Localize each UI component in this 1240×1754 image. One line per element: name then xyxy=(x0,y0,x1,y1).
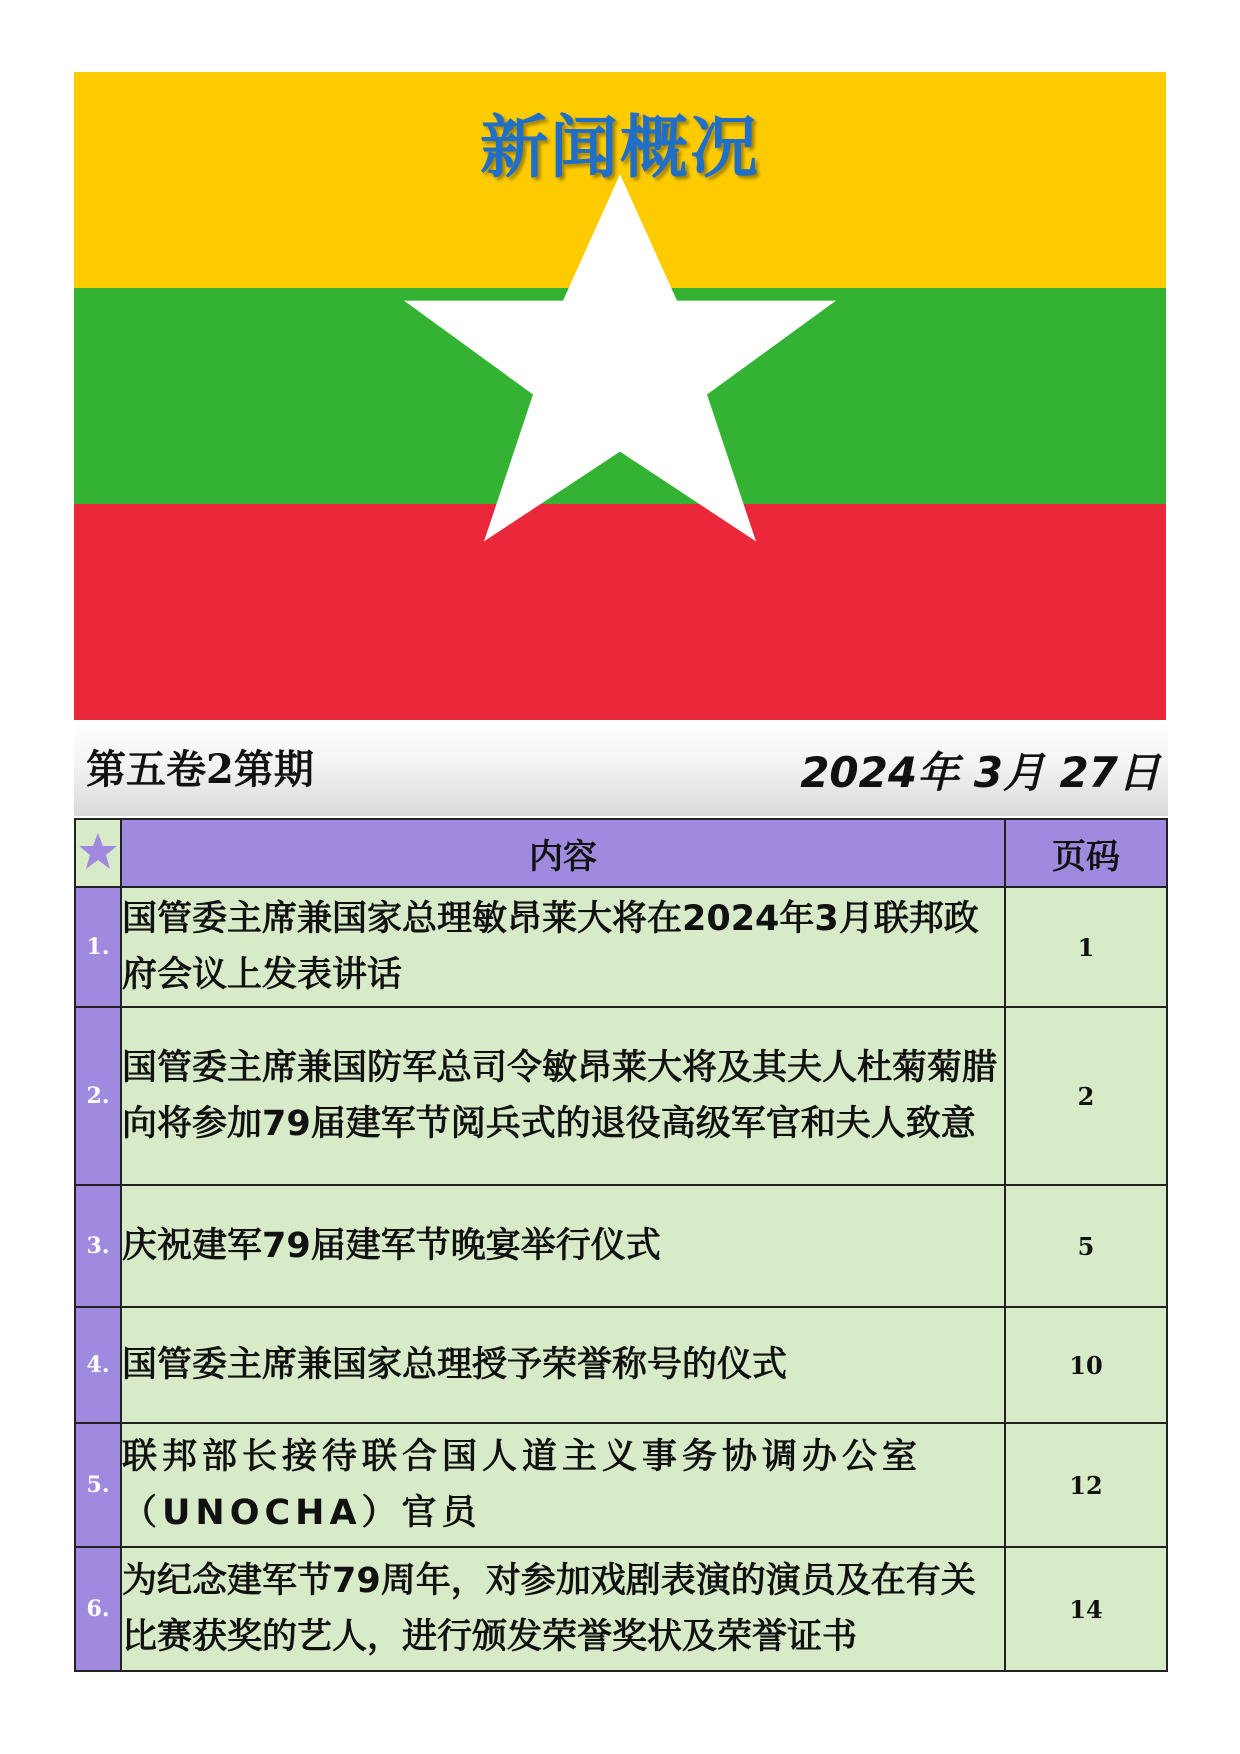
toc-row-title: 联邦部长接待联合国人道主义事务协调办公室（UNOCHA）官员 xyxy=(121,1423,1005,1547)
toc-row-page: 1 xyxy=(1005,887,1167,1007)
myanmar-flag xyxy=(74,72,1166,720)
toc-header-row xyxy=(75,819,1167,887)
toc-row-title: 国管委主席兼国家总理敏昂莱大将在2024年3月联邦政府会议上发表讲话 xyxy=(121,887,1005,1007)
toc-header-page: 页码 xyxy=(1005,819,1167,887)
toc-row xyxy=(75,1185,1167,1307)
issue-date: 2024年 3月 27日 xyxy=(800,748,1160,797)
toc-row-number: 2. xyxy=(75,1007,121,1185)
toc-row-number: 5. xyxy=(75,1423,121,1547)
toc-row-page: 10 xyxy=(1005,1307,1167,1423)
toc-row-number: 1. xyxy=(75,887,121,1007)
toc-row-page: 14 xyxy=(1005,1547,1167,1671)
toc-row xyxy=(75,1423,1167,1547)
toc-row-title: 国管委主席兼国家总理授予荣誉称号的仪式 xyxy=(121,1307,1005,1423)
toc-row-title: 为纪念建军节79周年，对参加戏剧表演的演员及在有关比赛获奖的艺人，进行颁发荣誉奖状及荣誉证书 xyxy=(121,1547,1005,1671)
toc-row xyxy=(75,1307,1167,1423)
toc-row-number: 4. xyxy=(75,1307,121,1423)
toc-row-number: 3. xyxy=(75,1185,121,1307)
toc-row-title: 庆祝建军79届建军节晚宴举行仪式 xyxy=(121,1185,1005,1307)
toc-header-content: 内容 xyxy=(121,819,1005,887)
toc-row xyxy=(75,1007,1167,1185)
star-icon xyxy=(78,831,118,871)
issue-label: 第五卷2第期 xyxy=(86,746,314,793)
toc-row xyxy=(75,887,1167,1007)
toc-row-page: 12 xyxy=(1005,1423,1167,1547)
toc-row-page: 2 xyxy=(1005,1007,1167,1185)
toc-row-number: 6. xyxy=(75,1547,121,1671)
toc-row xyxy=(75,1547,1167,1671)
issue-bar xyxy=(74,720,1168,816)
toc-row-title: 国管委主席兼国防军总司令敏昂莱大将及其夫人杜菊菊腊向将参加79届建军节阅兵式的退役高级军官和夫人致意 xyxy=(121,1007,1005,1185)
toc-row-page: 5 xyxy=(1005,1185,1167,1307)
page-title: 新闻概况 xyxy=(479,109,760,188)
table-of-contents xyxy=(74,818,1168,1672)
toc-header-star-cell xyxy=(75,819,121,887)
